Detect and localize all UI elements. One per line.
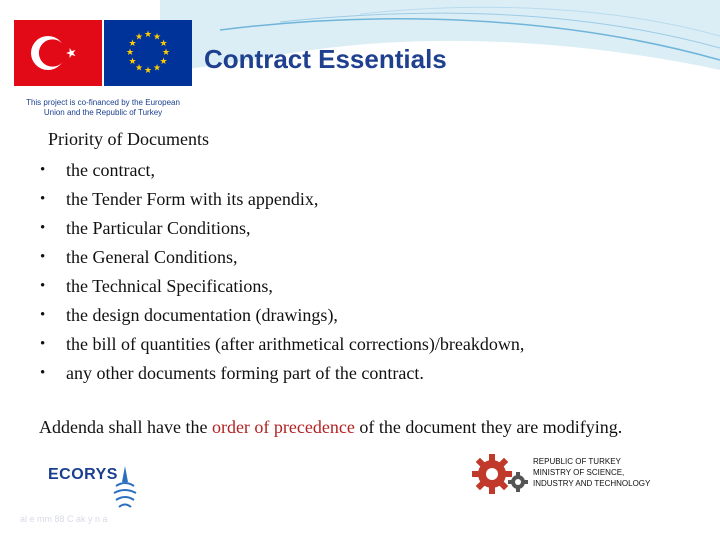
cofinance-caption [8, 98, 198, 118]
list-item-text: the Particular Conditions, [66, 218, 251, 238]
addenda-highlight: order of precedence [211, 417, 355, 437]
svg-text:★: ★ [143, 30, 153, 40]
list-item-text: the Technical Specifications, [66, 276, 273, 296]
bullet-icon: • [40, 307, 46, 323]
svg-text:★: ★ [128, 39, 137, 49]
list-item [30, 330, 700, 359]
bullet-icon: • [40, 278, 46, 294]
bullet-icon: • [40, 191, 46, 207]
turkish-flag-icon [14, 20, 102, 86]
list-item [30, 301, 700, 330]
list-item-text: the General Conditions, [66, 247, 238, 267]
list-item-text: any other documents forming part of the contract. [66, 363, 424, 383]
svg-text:★: ★ [159, 57, 168, 67]
list-item [30, 272, 700, 301]
ecorys-logo [36, 464, 146, 514]
list-item [30, 243, 700, 272]
ministry-line-3: INDUSTRY AND TECHNOLOGY [533, 479, 651, 488]
list-item-text: the bill of quantities (after arithmetical corrections)/breakdown, [66, 334, 525, 354]
priority-section [30, 124, 700, 388]
svg-text:★: ★ [125, 48, 135, 58]
svg-text:★: ★ [161, 48, 171, 58]
ecorys-mark-icon [112, 466, 138, 512]
list-item [30, 185, 700, 214]
list-item [30, 359, 700, 388]
eu-flag-icon [104, 20, 192, 86]
faint-footer-text: al e mm 88 C ak y n a [20, 514, 108, 524]
list-item-text: the contract, [66, 160, 155, 180]
svg-text:★: ★ [134, 63, 144, 74]
bullet-icon: • [40, 249, 46, 265]
cofinance-line-1: This project is co-financed by the European [26, 98, 180, 107]
ecorys-label: ECORYS [48, 466, 118, 483]
priority-heading: Priority of Documents [48, 129, 209, 149]
list-item [30, 214, 700, 243]
addenda-text-start: Addenda shall have the [39, 417, 212, 437]
bullet-icon: • [40, 365, 46, 381]
svg-text:★: ★ [143, 66, 153, 76]
bullet-icon: • [40, 220, 46, 236]
bullet-icon: • [40, 336, 46, 352]
list-item-text: the Tender Form with its appendix, [66, 189, 319, 209]
ministry-line-2: MINISTRY OF SCIENCE, [533, 468, 625, 477]
gear-icon [470, 452, 530, 496]
ministry-caption [533, 456, 650, 489]
list-item [30, 156, 700, 185]
bullet-icon: • [40, 162, 46, 178]
svg-text:★: ★ [134, 32, 144, 43]
addenda-paragraph [39, 414, 669, 440]
svg-text:★: ★ [128, 57, 137, 67]
list-item-text: the design documentation (drawings), [66, 305, 338, 325]
slide-title: Contract Essentials [204, 44, 447, 74]
ministry-line-1: REPUBLIC OF TURKEY [533, 457, 621, 466]
priority-list [30, 156, 700, 388]
svg-text:★: ★ [159, 39, 168, 49]
ministry-logo [470, 452, 530, 496]
addenda-text-end: of the document they are modifying. [354, 417, 623, 437]
cofinance-line-2: Union and the Republic of Turkey [43, 108, 163, 117]
svg-text:★: ★ [152, 63, 162, 74]
svg-text:★: ★ [152, 32, 162, 43]
